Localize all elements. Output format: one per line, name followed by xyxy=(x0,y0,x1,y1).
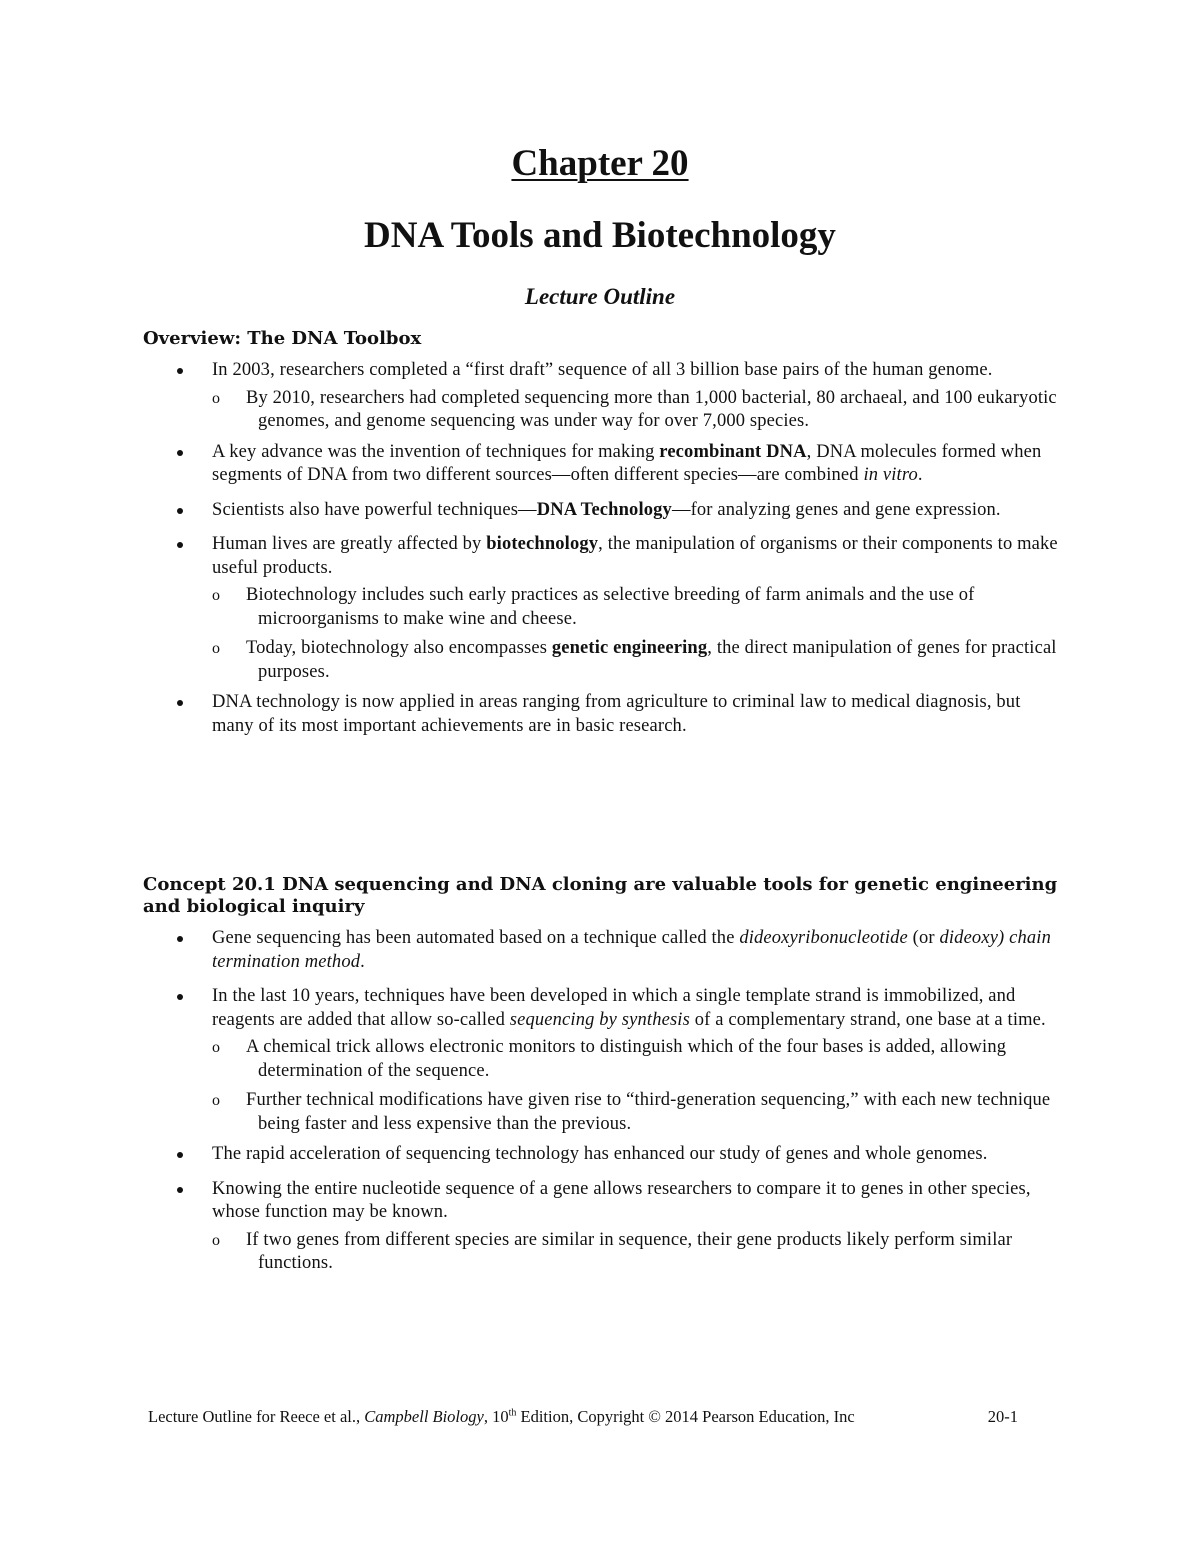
circle-bullet-icon: o xyxy=(212,640,221,657)
list-item: A key advance was the invention of techniques for making recombinant DNA, DNA molecules formed when segments of DNA from two different sources—often different species—are combined in vitro. xyxy=(143,441,1063,488)
bullet-icon xyxy=(177,936,183,942)
overview-section xyxy=(143,328,1063,749)
bullet-icon xyxy=(177,994,183,1000)
sub-list-item: o Further technical modifications have given rise to “third-generation sequencing,” with each new technique being faster and less expensive than the previous. xyxy=(212,1090,1051,1134)
chapter-title: DNA Tools and Biotechnology xyxy=(364,215,836,256)
outline-label: Lecture Outline xyxy=(524,284,676,309)
key-term: recombinant DNA xyxy=(659,441,807,462)
bullet-icon xyxy=(177,508,183,514)
bullet-icon xyxy=(177,1152,183,1158)
circle-bullet-icon: o xyxy=(212,1039,221,1056)
list-item: Knowing the entire nucleotide sequence of a gene allows researchers to compare it to genes in other species, whose function may be known. o If two genes from different species are similar in sequence, their gene products likely perform similar functions. xyxy=(143,1178,1063,1276)
circle-bullet-icon: o xyxy=(212,389,221,407)
bullet-icon xyxy=(177,542,183,548)
bullet-icon xyxy=(177,450,183,456)
concept-heading: Concept 20.1 DNA sequencing and DNA cloning are valuable tools for genetic engineering and biological inquiry xyxy=(143,874,1058,917)
concept-list xyxy=(143,927,1063,1276)
list-item: Gene sequencing has been automated based on a technique called the dideoxyribonucleotide (or dideoxy) chain termination method. xyxy=(143,927,1063,974)
bullet-icon xyxy=(177,368,183,374)
sub-list-item: o By 2010, researchers had completed sequencing more than 1,000 bacterial, 80 archaeal, and 100 eukaryotic genomes, and genome sequencing was under way for over 7,000 species. xyxy=(212,387,1057,431)
circle-bullet-icon: o xyxy=(212,1231,221,1249)
sub-list-item: o Today, biotechnology also encompasses genetic engineering, the direct manipulation of genes for practical purposes. xyxy=(212,638,1057,682)
chapter-number: Chapter 20 xyxy=(511,143,689,184)
key-term: genetic engineering xyxy=(551,638,708,658)
key-term: biotechnology xyxy=(486,534,599,554)
circle-bullet-icon: o xyxy=(212,587,221,604)
page-footer xyxy=(148,1407,1018,1427)
list-item: Human lives are greatly affected by biotechnology, the manipulation of organisms or their components to make useful products. o Biotechnology includes such early practices as selective breeding of farm animals and the use of microorganisms to make wine and cheese. o Today, biotechnology also encompasses genetic engineering, the direct manipulation of genes for practical purposes. xyxy=(143,533,1063,684)
sub-list xyxy=(212,387,1063,434)
list-item: DNA technology is now applied in areas ranging from agriculture to criminal law to medical diagnosis, but many of its most important achievements are in basic research. xyxy=(143,691,1063,738)
sub-list xyxy=(212,584,1063,684)
overview-heading: Overview: The DNA Toolbox xyxy=(143,328,422,349)
page-number: 20-1 xyxy=(987,1407,1018,1426)
sub-list-item: o A chemical trick allows electronic monitors to distinguish which of the four bases is added, allowing determination of the sequence. xyxy=(212,1037,1007,1081)
list-item: In the last 10 years, techniques have been developed in which a single template strand is immobilized, and reagents are added that allow so-called sequencing by synthesis of a complementary strand, one base at a time. o A chemical trick allows electronic monitors to distinguish which of the four bases is added, allowing determination of the sequence. o Further technical modifications have given rise to “third-generation sequencing,” with each new technique being faster and less expensive than the previous. xyxy=(143,985,1063,1136)
overview-list xyxy=(143,359,1063,738)
key-term: DNA Technology xyxy=(536,499,672,520)
list-item: The rapid acceleration of sequencing technology has enhanced our study of genes and whole genomes. xyxy=(143,1143,1063,1167)
bullet-icon xyxy=(177,1187,183,1193)
sub-list-item: o Biotechnology includes such early practices as selective breeding of farm animals and the use of microorganisms to make wine and cheese. xyxy=(212,585,975,629)
list-item: In 2003, researchers completed a “first draft” sequence of all 3 billion base pairs of the human genome. o By 2010, researchers had completed sequencing more than 1,000 bacterial, 80 archaeal, and 100 eukaryotic genomes, and genome sequencing was under way for over 7,000 species. xyxy=(143,359,1063,434)
bullet-icon xyxy=(177,700,183,706)
concept-section xyxy=(143,874,1063,1287)
sub-list xyxy=(212,1229,1063,1276)
list-item: Scientists also have powerful techniques—DNA Technology—for analyzing genes and gene expression. xyxy=(143,499,1063,523)
footer-citation: Lecture Outline for Reece et al., Campbell Biology, 10th Edition, Copyright © 2014 Pearson Education, Inc xyxy=(148,1407,855,1426)
sub-list xyxy=(212,1036,1063,1136)
circle-bullet-icon: o xyxy=(212,1092,221,1109)
sub-list-item: o If two genes from different species are similar in sequence, their gene products likely perform similar functions. xyxy=(212,1229,1013,1273)
